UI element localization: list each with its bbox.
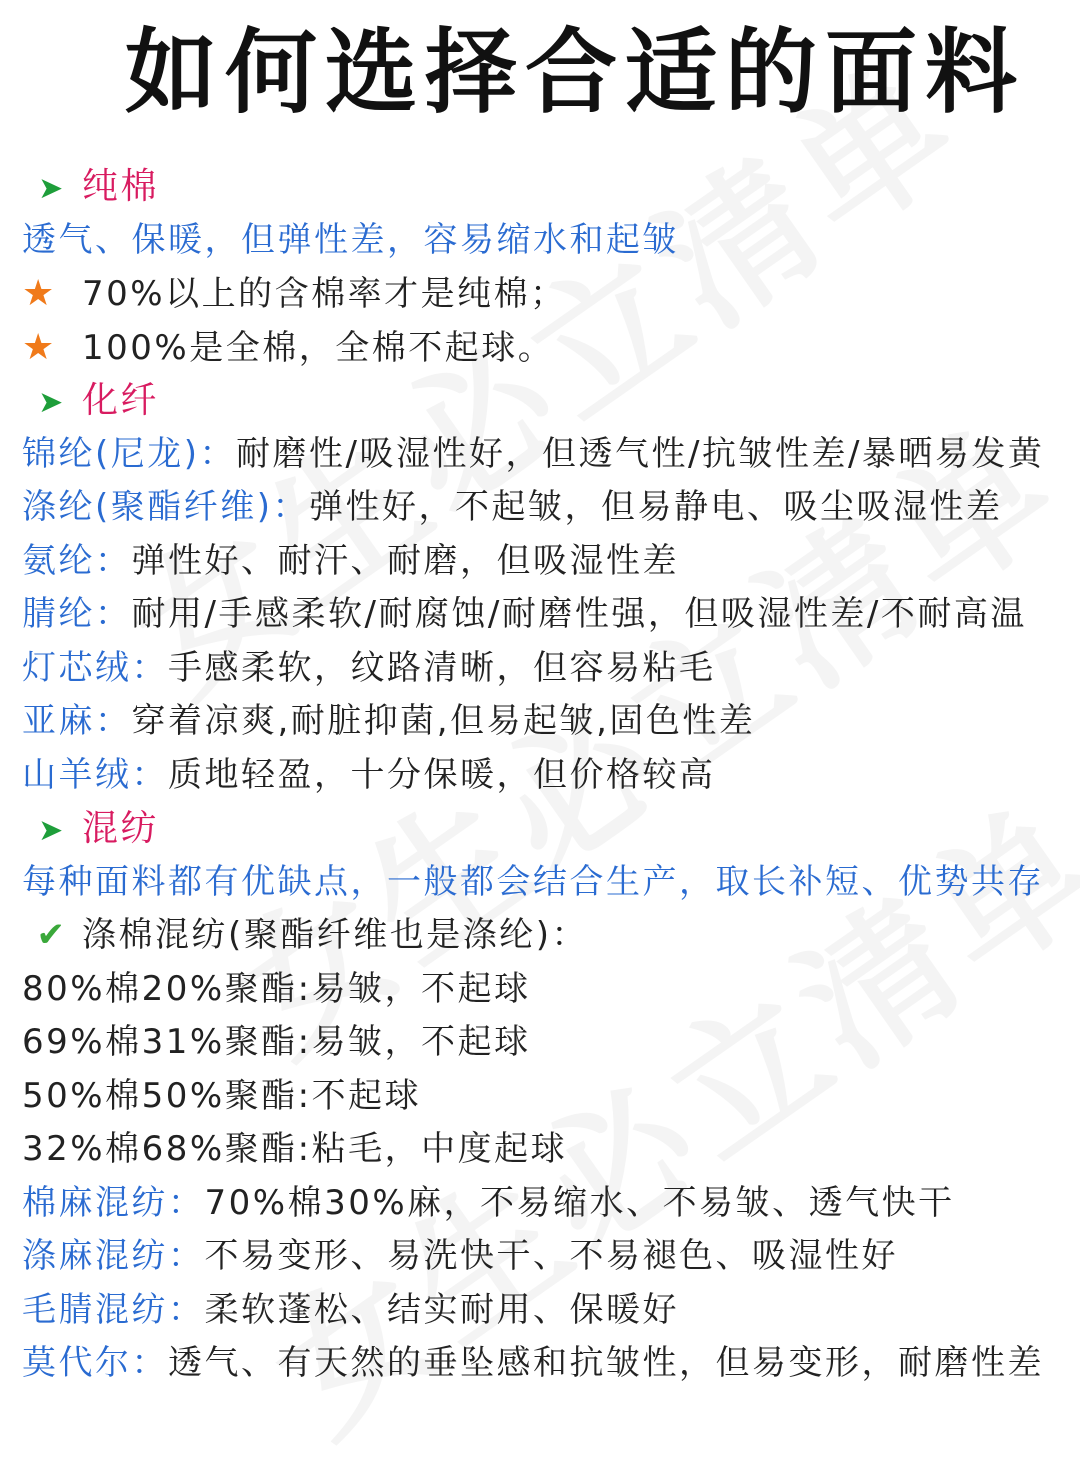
section-heading-label: 混纺 [82, 808, 160, 849]
green-arrow-icon: ➤ [38, 171, 66, 206]
fabric-description: 穿着凉爽,耐脏抑菌,但易起皱,固色性差 [131, 701, 756, 741]
section-heading-cotton [22, 160, 1072, 214]
fabric-label: 腈纶： [22, 594, 132, 634]
fabric-item [22, 428, 1072, 482]
fabric-description: 70%棉30%麻，不易缩水、不易皱、透气快干 [204, 1182, 955, 1223]
green-arrow-icon: ➤ [38, 385, 66, 420]
fabric-label: 锦纶(尼龙)： [22, 433, 237, 474]
fabric-label: 亚麻： [22, 701, 132, 741]
green-check-icon: ✔ [36, 915, 68, 955]
section-heading-blend [22, 802, 1072, 856]
fabric-item [22, 481, 1072, 535]
bullet-text: 70%以上的含棉率才是纯棉； [82, 274, 567, 314]
ratio-item: 32%棉68%聚酯:粘毛，中度起球 [22, 1129, 568, 1169]
fabric-description: 耐用/手感柔软/耐腐蚀/耐磨性强，但吸湿性差/不耐高温 [131, 594, 1027, 634]
fabric-description: 弹性好、耐汗、耐磨，但吸湿性差 [131, 540, 679, 581]
green-arrow-icon: ➤ [38, 813, 66, 848]
ratio-item: 50%棉50%聚酯:不起球 [22, 1075, 422, 1116]
fabric-description: 柔软蓬松、结实耐用、保暖好 [204, 1289, 679, 1330]
fabric-label: 山羊绒： [22, 754, 168, 795]
fabric-description: 质地轻盈，十分保暖，但价格较高 [168, 754, 716, 795]
fabric-description: 弹性好，不起皱，但易静电、吸尘吸湿性差 [309, 487, 1003, 527]
fabric-label: 涤麻混纺： [22, 1236, 205, 1276]
check-item [22, 909, 1072, 963]
fabric-label: 棉麻混纺： [22, 1182, 205, 1223]
fabric-description: 不易变形、易洗快干、不易褪色、吸湿性好 [204, 1236, 898, 1276]
section-summary: 每种面料都有优缺点，一般都会结合生产，取长补短、优势共存 [22, 861, 1044, 902]
fabric-label: 涤纶(聚酯纤维)： [22, 487, 310, 527]
fabric-item [22, 1177, 1072, 1231]
ratio-item: 69%棉31%聚酯:易皱，不起球 [22, 1022, 531, 1062]
bullet-item [22, 321, 1072, 375]
fabric-description: 耐磨性/吸湿性好，但透气性/抗皱性差/暴晒易发黄 [236, 433, 1045, 474]
section-summary: 透气、保暖，但弹性差，容易缩水和起皱 [22, 219, 679, 260]
orange-star-icon: ★ [22, 326, 57, 368]
section-heading-label: 纯棉 [82, 166, 160, 207]
fabric-description: 手感柔软，纹路清晰，但容易粘毛 [168, 647, 716, 688]
fabric-label: 灯芯绒： [22, 647, 168, 688]
fabric-item [22, 1337, 1072, 1391]
fabric-item [22, 1230, 1072, 1284]
fabric-item [22, 588, 1072, 642]
fabric-item [22, 695, 1072, 749]
bullet-text: 100%是全棉，全棉不起球。 [82, 327, 555, 368]
content [22, 160, 1072, 1391]
fabric-label: 毛腈混纺： [22, 1289, 205, 1330]
fabric-description: 透气、有天然的垂坠感和抗皱性，但易变形，耐磨性差 [168, 1343, 1044, 1383]
fabric-item [22, 535, 1072, 589]
fabric-label: 莫代尔： [22, 1343, 168, 1383]
fabric-label: 氨纶： [22, 540, 132, 581]
fabric-item [22, 749, 1072, 803]
section-heading-label: 化纤 [82, 380, 160, 421]
fabric-item [22, 1284, 1072, 1338]
bullet-item [22, 267, 1072, 321]
fabric-item [22, 642, 1072, 696]
ratio-item: 80%棉20%聚酯:易皱，不起球 [22, 968, 531, 1009]
check-text: 涤棉混纺(聚酯纤维也是涤纶)： [82, 915, 589, 955]
page-title: 如何选择合适的面料 [124, 19, 1025, 126]
section-heading-synthetic [22, 374, 1072, 428]
orange-star-icon: ★ [22, 273, 57, 314]
